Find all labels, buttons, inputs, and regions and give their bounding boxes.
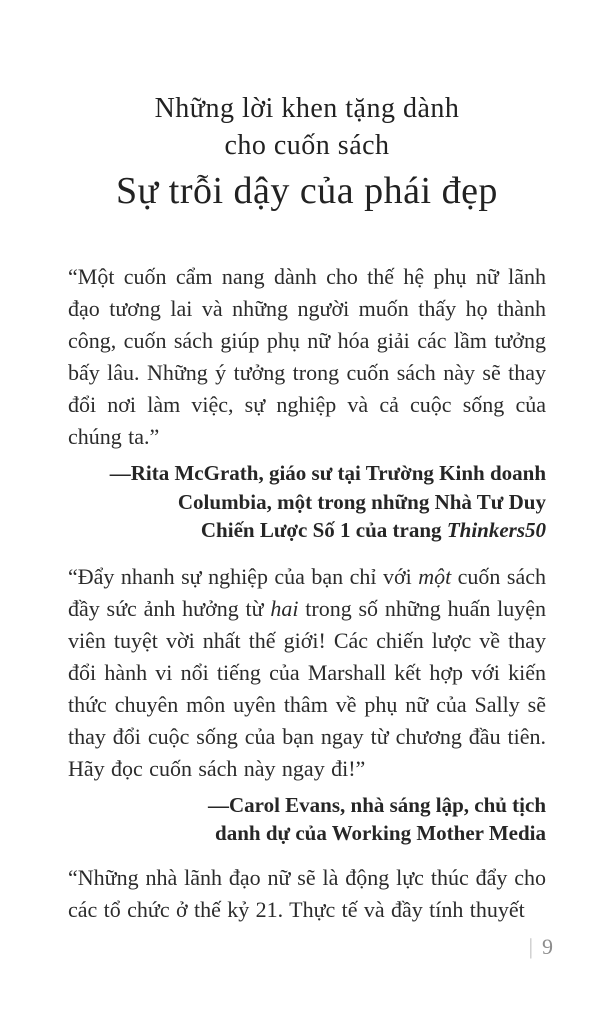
page-number [529, 933, 553, 961]
book-title: Sự trỗi dậy của phái đẹp [116, 170, 498, 212]
attribution-line: —Carol Evans, nhà sáng lập, chủ tịch [207, 792, 546, 817]
attribution-line: Chiến Lược Số 1 của trang [200, 518, 447, 542]
page-heading [68, 0, 546, 216]
quote-text-run: cuốn sách đầy sức ảnh hưởng từ [68, 563, 546, 621]
quote-carol-evans [68, 561, 546, 785]
quote-rita-mcgrath: “Một cuốn cẩm nang dành cho thế hệ phụ nữ lãnh đạo tương lai và những người muốn thấy họ thành công, cuốn sách giúp phụ nữ hóa giải các lầm tưởng bấy lâu. Những ý tưởng trong cuốn sách này sẽ thay đổi nơi làm việc, sự nghiệp và cả cuộc sống của chúng ta.” [68, 264, 546, 449]
attribution-line: danh dự của Working Mother Media [215, 821, 546, 845]
quote-text-run: trong số những huấn luyện viên tuyệt vời nhất thế giới! Các chiến lược về thay đổi hành vi nổi tiếng của Marshall kết hợp với kiến thức chuyên môn uyên thâm về phụ nữ của Sally sẽ thay đổi cuộc sống của bạn ngay từ chương đầu tiên. Hãy đọc cuốn sách này ngay đi!” [68, 595, 546, 781]
page-number-separator: | [528, 934, 533, 959]
praise-heading-line-1: Những lời khen tặng dành [154, 93, 460, 124]
attribution-line: —Rita McGrath, giáo sư tại Trường Kinh doanh [109, 461, 546, 485]
quote-emphasis-word: một [418, 563, 452, 589]
attribution-rita-mcgrath [68, 459, 546, 545]
praise-heading-line-2: cho cuốn sách [224, 130, 390, 161]
attribution-source-italic: Thinkers50 [446, 518, 546, 542]
quote-third-partial: “Những nhà lãnh đạo nữ sẽ là động lực thúc đẩy cho các tổ chức ở thế kỷ 21. Thực tế và đầy tính thuyết [68, 864, 546, 922]
quote-emphasis-word: hai [270, 595, 299, 621]
page-number-value: 9 [542, 934, 553, 959]
attribution-carol-evans [68, 791, 546, 848]
attribution-line: Columbia, một trong những Nhà Tư Duy [177, 489, 546, 514]
quote-text-run: “Đẩy nhanh sự nghiệp của bạn chỉ với [68, 563, 419, 589]
